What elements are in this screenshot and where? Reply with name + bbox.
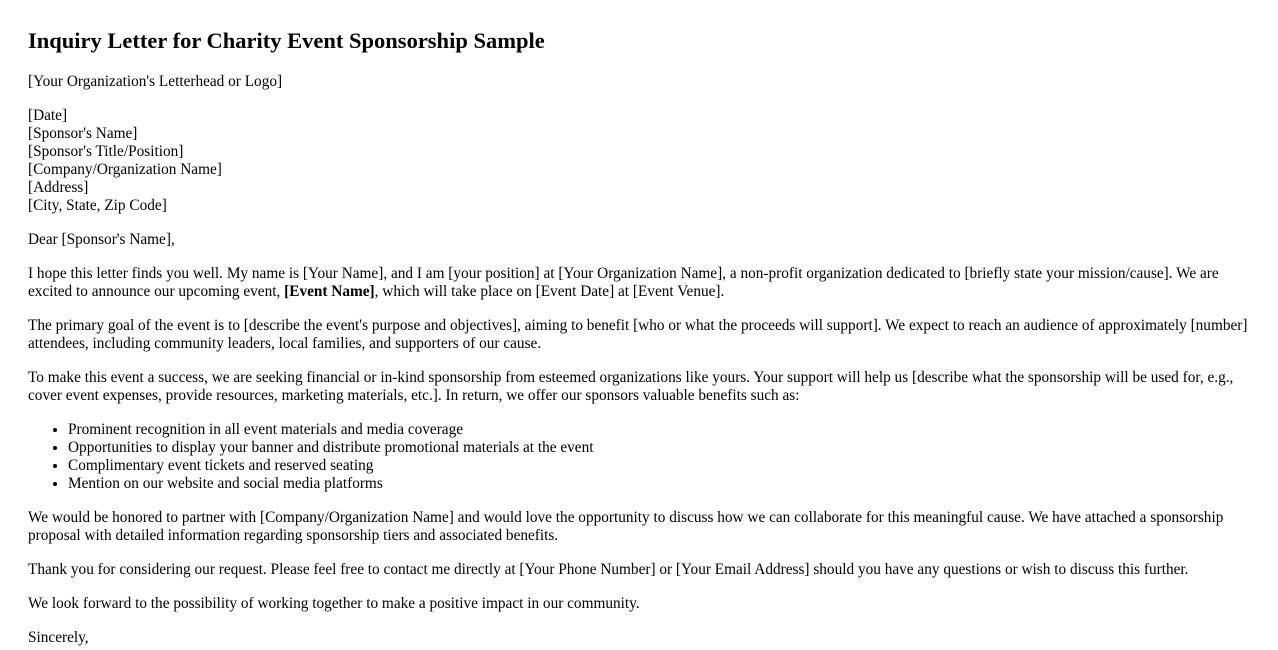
recipient-address-block: [28, 107, 1250, 215]
benefits-list: [28, 421, 1250, 493]
sponsorship-request-paragraph: To make this event a success, we are seeking financial or in-kind sponsorship from esteemed organizations like yours. Your support will help us [describe what the sponsorship will be used for, e.g., cover event expenses, provide resources, marketing materials, etc.]. In return, we offer our sponsors valuable benefits such as:: [28, 369, 1234, 404]
street-address-line: [Address]: [28, 179, 89, 196]
list-item: • Mention on our website and social media platforms: [68, 475, 1250, 493]
sign-off: Sincerely,: [28, 629, 89, 646]
intro-text-start: I hope this letter finds you well. My name is [Your Name], and I am [your position] at [Your Organization Name], a non-profit organization dedicated to [briefly state your mission/cause]. We are excited to announce our upcoming event,: [28, 265, 1219, 300]
date-line: [Date]: [28, 107, 68, 124]
intro-paragraph: [28, 265, 1250, 301]
partnership-paragraph: We would be honored to partner with [Company/Organization Name] and would love the opportunity to discuss how we can collaborate for this meaningful cause. We have attached a sponsorship proposal with detailed information regarding sponsorship tiers and associated benefits.: [28, 509, 1224, 544]
company-line: [Company/Organization Name]: [28, 161, 222, 178]
list-item: • Complimentary event tickets and reserved seating: [68, 457, 1250, 475]
salutation: Dear [Sponsor's Name],: [28, 231, 175, 248]
sponsor-title-line: [Sponsor's Title/Position]: [28, 143, 184, 160]
closing-paragraph: We look forward to the possibility of working together to make a positive impact in our community.: [28, 595, 640, 612]
intro-text-end: , which will take place on [Event Date] at [Event Venue].: [374, 283, 725, 300]
sponsor-name-line: [Sponsor's Name]: [28, 125, 138, 142]
list-item: • Opportunities to display your banner and distribute promotional materials at the event: [68, 439, 1250, 457]
city-state-zip-line: [City, State, Zip Code]: [28, 197, 167, 214]
page-title: Inquiry Letter for Charity Event Sponsorship Sample: [28, 28, 545, 53]
letterhead-placeholder: [Your Organization's Letterhead or Logo]: [28, 73, 283, 90]
event-name-bold: [Event Name]: [284, 283, 375, 300]
event-goal-paragraph: The primary goal of the event is to [describe the event's purpose and objectives], aiming to benefit [who or what the proceeds will support]. We expect to reach an audience of approximately [number] attendees, including community leaders, local families, and supporters of our cause.: [28, 317, 1248, 352]
thank-you-paragraph: Thank you for considering our request. Please feel free to contact me directly at [Your Phone Number] or [Your Email Address] should you have any questions or wish to discuss this further.: [28, 561, 1189, 578]
list-item: • Prominent recognition in all event materials and media coverage: [68, 421, 1250, 439]
